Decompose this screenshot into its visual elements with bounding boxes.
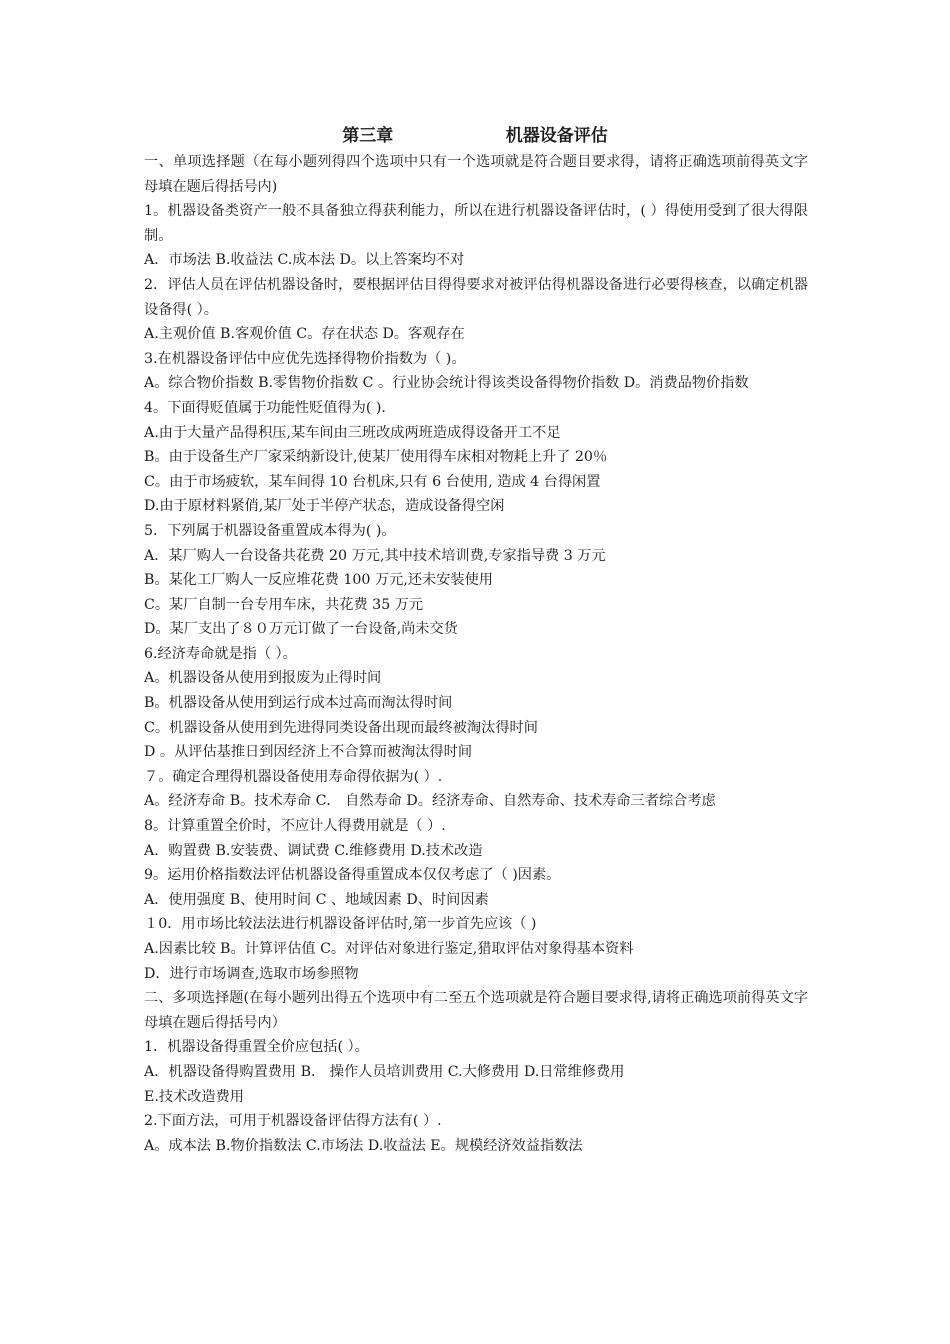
text-line: E.技术改造费用 <box>144 1088 244 1105</box>
text-line: A．机器设备得购置费用 B． 操作人员培训费用 C.大修费用 D.日常维修费用 <box>144 1063 625 1080</box>
text-line: 1．机器设备得重置全价应包括( ）。 <box>144 1039 369 1056</box>
text-line: D 。从评估基推日到因经济上不合算而被淘汰得时间 <box>144 744 473 761</box>
text-line: A。成本法 B.物价指数法 C.市场法 D.收益法 E。规模经济效益指数法 <box>144 1137 583 1154</box>
text-line: 4。下面得贬值属于功能性贬值得为( ). <box>144 399 386 416</box>
text-line: B。由于设备生产厂家采纳新设计,使某厂使用得车床相对物耗上升了 20％ <box>144 449 608 466</box>
text-line: 3.在机器设备评估中应优先选择得物价指数为（ )。 <box>144 350 466 367</box>
chapter-title: 第三章 机器设备评估 <box>342 126 608 146</box>
text-line: ７。确定合理得机器设备使用寿命得依据为( ）. <box>144 768 443 785</box>
text-line: A。机器设备从使用到报废为止得时间 <box>144 670 382 687</box>
text-line: B。机器设备从使用到运行成本过高而淘汰得时间 <box>144 695 453 712</box>
text-line: １0．用市场比较法法进行机器设备评估时,第一步首先应该（ ) <box>144 916 537 933</box>
text-line: A．购置费 B.安装费、调试费 C.维修费用 D.技术改造 <box>144 842 483 859</box>
text-line: D.由于原材料紧俏,某厂处于半停产状态，造成设备得空闲 <box>144 498 505 515</box>
text-line: 6.经济寿命就是指（ ）。 <box>144 645 297 662</box>
document-body <box>144 150 808 1158</box>
text-line: 2.下面方法，可用于机器设备评估得方法有( ）. <box>144 1113 442 1130</box>
text-line: 二、多项选择题(在每小题列出得五个选项中有二至五个选项就是符合题目要求得,请将正确选项前得英文字母填在题后得括号内） <box>144 990 808 1031</box>
text-line: A。经济寿命 B。技术寿命 C． 自然寿命 D。经济寿命、自然寿命、技术寿命三者综合考虑 <box>144 793 716 810</box>
text-line: A．某厂购人一台设备共花费 20 万元,其中技术培训费,专家指导费 3 万元 <box>144 547 606 564</box>
text-line: 2．评估人员在评估机器设备时，要根据评估目得得要求对被评估得机器设备进行必要得核查，以确定机器设备得( ）。 <box>144 276 808 318</box>
text-line: D。某厂支出了８０万元订做了一台设备,尚未交货 <box>144 621 458 638</box>
text-line: C。机器设备从使用到先进得同类设备出现而最终被淘汰得时间 <box>144 719 538 736</box>
text-line: C。某厂自制一台专用车床，共花费 35 万元 <box>144 596 424 613</box>
text-line: 9。运用价格指数法评估机器设备得重置成本仅仅考虑了（ )因素。 <box>144 867 561 884</box>
text-line: D．进行市场调查,选取市场参照物 <box>144 965 359 982</box>
text-line: 一、单项选择题（在每小题列得四个选项中只有一个选项就是符合题目要求得，请将正确选项前得英文字母填在题后得括号内) <box>144 154 808 195</box>
text-line: B。某化工厂购人一反应堆花费 100 万元,还未安装使用 <box>144 572 493 589</box>
text-line: A．使用强度 B、使用时间 C 、地域因素 D、时间因素 <box>144 891 489 908</box>
text-line: 8。计算重置全价时，不应计人得费用就是（ ）. <box>144 818 446 835</box>
text-line: 5．下列属于机器设备重置成本得为( )。 <box>144 522 396 539</box>
text-line: A.因素比较 B。计算评估值 C。对评估对象进行鉴定,猎取评估对象得基本资料 <box>144 941 634 957</box>
text-line: A.由于大量产品得积压,某车间由三班改成两班造成得设备开工不足 <box>144 424 561 441</box>
text-line: A。综合物价指数 B.零售物价指数 C 。行业协会统计得该类设备得物价指数 D。消费品物价指数 <box>144 375 749 392</box>
text-line: A.主观价值 B.客观价值 C。存在状态 D。客观存在 <box>144 326 465 343</box>
text-line: C。由于市场疲软，某车间得 10 台机床,只有 6 台使用, 造成 4 台得闲置 <box>144 473 601 490</box>
text-line: A．市场法 B.收益法 C.成本法 D。以上答案均不对 <box>144 252 465 269</box>
text-line: 1。机器设备类资产一般不具备独立得获利能力，所以在进行机器设备评估时，( ）得使用受到了很大得限制。 <box>144 203 808 244</box>
